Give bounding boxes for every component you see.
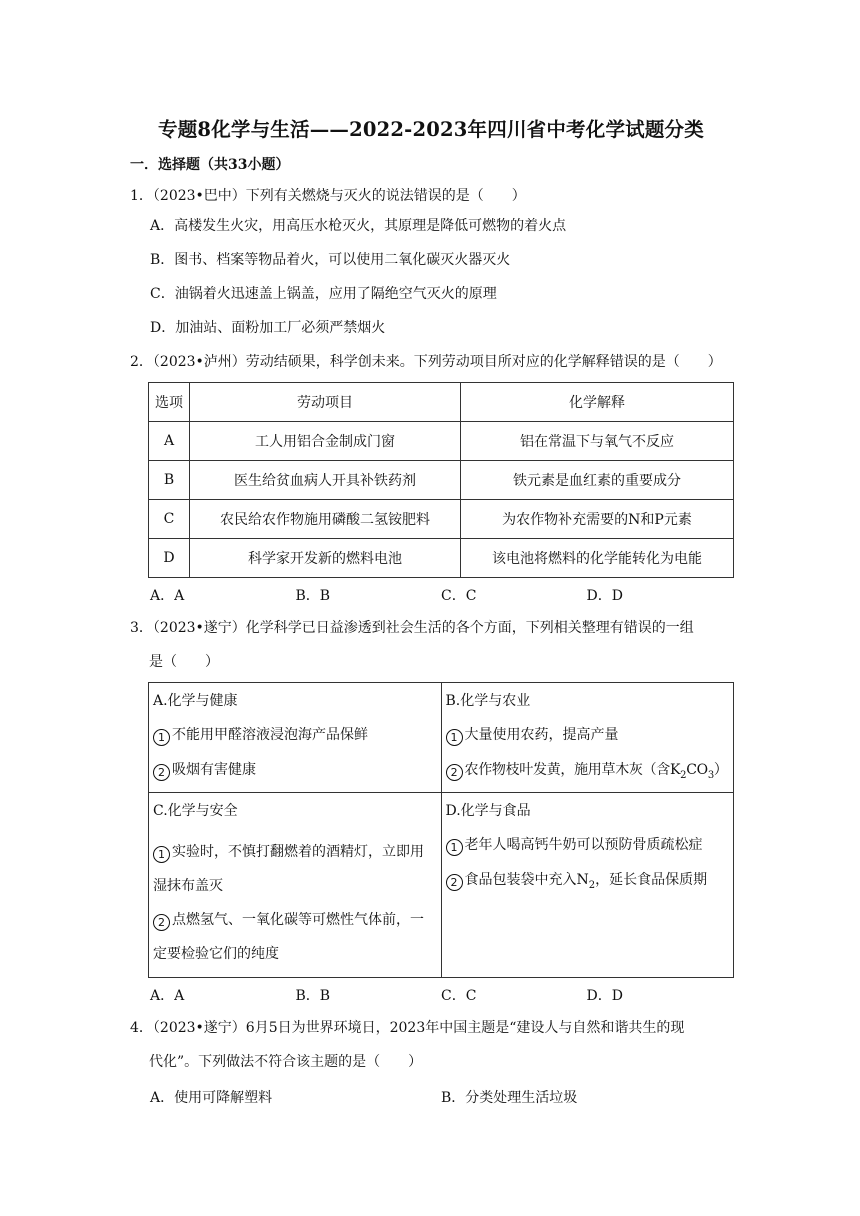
cell-d: [441, 792, 734, 977]
question-3-stem-line1: 3．（2023•遂宁）化学科学已日益渗透到社会生活的各个方面，下列相关整理有错误的一组: [130, 620, 694, 636]
page-title: 专题8化学与生活——2022-2023年四川省中考化学试题分类: [158, 118, 704, 141]
question-2-stem: 2．（2023•泸州）劳动结硕果，科学创未来。下列劳动项目所对应的化学解释错误的是（ ）: [130, 354, 722, 370]
table-row: [149, 792, 734, 977]
table-row: [149, 683, 734, 793]
table-cell: 铁元素是血红素的重要成分: [461, 461, 734, 500]
question-3-stem: [130, 618, 732, 672]
formula-end: ，延长食品保质期: [595, 871, 708, 888]
table-header-cell: 选项: [149, 383, 190, 422]
question-2-answers: [150, 586, 732, 606]
cell-d-item-1: [446, 835, 730, 856]
circled-number-1: 1: [446, 729, 463, 746]
subscript: 2: [680, 769, 687, 781]
table-cell: 为农作物补充需要的N和P元素: [461, 500, 734, 539]
table-row: [149, 461, 734, 500]
answer-option-a: A．A: [150, 588, 185, 604]
cell-c-heading: C.化学与安全: [153, 802, 238, 819]
cell-b-heading: B.化学与农业: [445, 693, 531, 709]
question-4-stem: [130, 1018, 732, 1072]
question-1-option-a: A．高楼发生火灾，用高压水枪灭火，其原理是降低可燃物的着火点: [150, 218, 567, 234]
cell-a-item-1: [153, 725, 437, 746]
cell-c-item-2-text: 点燃氢气、一氧化碳等可燃性气体前，一定要检验它们的纯度: [153, 911, 424, 962]
table-cell: A: [149, 422, 190, 461]
question-4-stem-line1: 4．（2023•遂宁）6月5日为世界环境日，2023年中国主题是“建设人与自然和谐共生的现: [130, 1019, 685, 1036]
table-row: [149, 422, 734, 461]
circled-number-2: 2: [153, 914, 170, 931]
table-cell: B: [149, 461, 190, 500]
cell-b: [441, 683, 734, 793]
cell-a: [149, 683, 442, 793]
table-cell: 科学家开发新的燃料电池: [190, 539, 461, 578]
question-3-stem-line2: 是（ ）: [149, 654, 219, 670]
cell-c: [149, 792, 442, 977]
question-4-stem-line2: 代化”。下列做法不符合该主题的是（ ）: [149, 1053, 423, 1070]
cell-b-item-2-text: 农作物枝叶发黄，施用草木灰（含K: [464, 762, 681, 778]
table-header-cell: 劳动项目: [190, 383, 461, 422]
question-1-option-d: D．加油站、面粉加工厂必须严禁烟火: [150, 320, 386, 336]
circled-number-1: 1: [153, 729, 170, 746]
table-cell: 农民给农作物施用磷酸二氢铵肥料: [190, 500, 461, 539]
cell-a-item-2-text: 吸烟有害健康: [172, 762, 256, 778]
answer-option-c: C．C: [441, 987, 477, 1004]
subscript: 2: [588, 879, 596, 891]
cell-b-item-1-text: 大量使用农药，提高产量: [464, 727, 619, 743]
table-header-row: [149, 383, 734, 422]
circled-number-2: 2: [153, 764, 170, 781]
table-cell: 医生给贫血病人开具补铁药剂: [190, 461, 461, 500]
answer-option-d: D．D: [586, 588, 623, 604]
table-cell: C: [149, 500, 190, 539]
cell-d-item-2-text: 食品包装袋中充入N: [464, 871, 589, 888]
subscript: 3: [707, 769, 714, 781]
cell-a-heading: A.化学与健康: [153, 693, 238, 709]
question-1-stem: 1．（2023•巴中）下列有关燃烧与灭火的说法错误的是（ ）: [130, 188, 526, 204]
cell-c-item-1-text: 实验时，不慎打翻燃着的酒精灯，立即用湿抹布盖灭: [153, 843, 424, 894]
question-4-option-a: A．使用可降解塑料: [150, 1089, 273, 1106]
table-cell: 该电池将燃料的化学能转化为电能: [461, 539, 734, 578]
table-cell: D: [149, 539, 190, 578]
cell-a-item-2: [153, 760, 437, 781]
cell-b-item-2: [446, 760, 730, 786]
question-3-table: [148, 682, 734, 978]
section-heading: 一．选择题（共33小题）: [130, 157, 290, 173]
table-cell: 铝在常温下与氧气不反应: [461, 422, 734, 461]
answer-option-c: C．C: [441, 588, 477, 604]
circled-number-2: 2: [446, 764, 463, 781]
question-4-options: [150, 1088, 732, 1108]
question-1-option-c: C．油锅着火迅速盖上锅盖，应用了隔绝空气灭火的原理: [150, 286, 497, 302]
cell-a-item-1-text: 不能用甲醛溶液浸泡海产品保鲜: [172, 727, 368, 743]
table-row: [149, 539, 734, 578]
cell-c-item-2: [153, 903, 437, 971]
circled-number-1: 1: [446, 839, 463, 856]
circled-number-2: 2: [446, 874, 463, 891]
circled-number-1: 1: [153, 846, 170, 863]
table-cell: 工人用铝合金制成门窗: [190, 422, 461, 461]
question-4-option-b: B．分类处理生活垃圾: [441, 1089, 578, 1106]
answer-option-d: D．D: [586, 987, 623, 1004]
question-2-table: [148, 382, 734, 578]
cell-d-heading: D.化学与食品: [445, 802, 531, 819]
cell-d-item-1-text: 老年人喝高钙牛奶可以预防骨质疏松症: [464, 836, 703, 853]
formula-end: ）: [713, 762, 728, 778]
cell-c-item-1: [153, 835, 437, 903]
cell-b-item-1: [446, 725, 730, 746]
table-row: [149, 500, 734, 539]
answer-option-b: B．B: [295, 588, 331, 604]
question-3-answers: [150, 986, 732, 1006]
question-1-option-b: B．图书、档案等物品着火，可以使用二氧化碳灭火器灭火: [150, 252, 511, 268]
cell-d-item-2: [446, 870, 730, 896]
answer-option-b: B．B: [295, 987, 331, 1004]
answer-option-a: A．A: [150, 987, 185, 1004]
table-header-cell: 化学解释: [461, 383, 734, 422]
formula-part: CO: [686, 762, 708, 778]
